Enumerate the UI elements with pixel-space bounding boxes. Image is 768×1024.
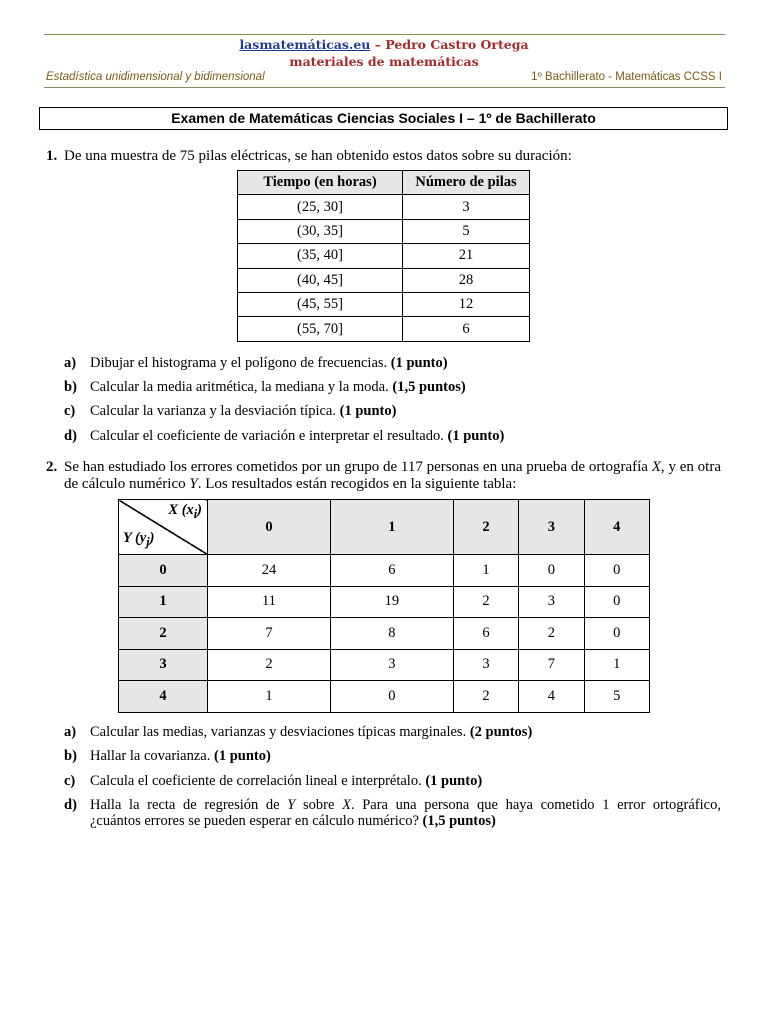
q1-frequency-table [237,170,530,342]
site-link[interactable]: lasmatemáticas.eu [239,37,371,52]
interval-cell: (55, 70] [238,317,403,341]
topic-label: Estadística unidimensional y bidimensional [46,71,265,83]
count-cell: 6 [403,317,530,341]
table-row [238,268,530,292]
y-header-cell: 4 [119,681,208,713]
frequency-cell: 8 [330,618,453,650]
frequency-cell: 2 [453,681,518,713]
count-cell: 12 [403,292,530,316]
table-row [119,555,650,587]
count-cell: 3 [403,195,530,219]
table-row [238,219,530,243]
frequency-cell: 0 [330,681,453,713]
table-row [238,244,530,268]
x-header-cell: 2 [453,500,518,555]
frequency-cell: 1 [453,555,518,587]
count-cell: 21 [403,244,530,268]
frequency-cell: 19 [330,586,453,618]
table-row [119,618,650,650]
header-top-rule [44,34,725,35]
frequency-cell: 7 [519,649,584,681]
q2-number: 2. [46,459,58,475]
frequency-cell: 1 [584,649,649,681]
y-header-cell: 2 [119,618,208,650]
table-header-row [238,171,530,195]
q2-item-a: a) Calcular las medias, varianzas y desviaciones típicas marginales. (2 puntos) [64,724,533,740]
frequency-cell: 6 [330,555,453,587]
frequency-cell: 0 [584,586,649,618]
table-row [238,195,530,219]
header-subtitle: materiales de matemáticas [289,54,479,69]
q2-item-c: c) Calcula el coeficiente de correlación lineal e interprétalo. (1 punto) [64,773,483,789]
exam-title: Examen de Matemáticas Ciencias Sociales I – 1º de Bachillerato [39,107,728,130]
author-name: Pedro Castro Ortega [385,37,529,52]
table-header-row [119,500,650,555]
header-line-1: lasmatemáticas.eu – Pedro Castro Ortega [239,37,529,52]
x-header-cell: 1 [330,500,453,555]
y-header-cell: 0 [119,555,208,587]
table-row [119,649,650,681]
q2-statement: Se han estudiado los errores cometidos por un grupo de 117 personas en una prueba de ortografía X, y en otra de cálculo numérico Y. Los resultados están recogidos en la siguiente tabla: [64,459,721,492]
interval-cell: (30, 35] [238,219,403,243]
col-header-count: Número de pilas [403,171,530,195]
q1-number: 1. [46,148,58,164]
frequency-cell: 4 [519,681,584,713]
x-header-cell: 3 [519,500,584,555]
q1-item-d: d) Calcular el coeficiente de variación e interpretar el resultado. (1 punto) [64,428,505,444]
interval-cell: (40, 45] [238,268,403,292]
q2-contingency-table [118,499,650,713]
table-row [119,681,650,713]
frequency-cell: 3 [519,586,584,618]
frequency-cell: 5 [584,681,649,713]
frequency-cell: 11 [208,586,331,618]
q1-item-b: b) Calcular la media aritmética, la mediana y la moda. (1,5 puntos) [64,379,466,395]
frequency-cell: 0 [584,618,649,650]
table-row [238,292,530,316]
q2-item-d: d) Halla la recta de regresión de Y sobre X. Para una persona que haya cometido 1 error ortográfico, [64,797,721,813]
interval-cell: (35, 40] [238,244,403,268]
count-cell: 28 [403,268,530,292]
x-header-cell: 4 [584,500,649,555]
table-row [238,317,530,341]
interval-cell: (25, 30] [238,195,403,219]
frequency-cell: 2 [453,586,518,618]
frequency-cell: 24 [208,555,331,587]
q1-statement: De una muestra de 75 pilas eléctricas, se han obtenido estos datos sobre su duración: [64,148,572,164]
q1-item-a: a) Dibujar el histograma y el polígono de frecuencias. (1 punto) [64,355,448,371]
y-header-cell: 1 [119,586,208,618]
frequency-cell: 3 [453,649,518,681]
diagonal-corner-cell [119,500,208,555]
frequency-cell: 6 [453,618,518,650]
frequency-cell: 2 [208,649,331,681]
course-label: 1º Bachillerato - Matemáticas CCSS I [531,71,722,83]
col-header-time: Tiempo (en horas) [238,171,403,195]
x-header-cell: 0 [208,500,331,555]
frequency-cell: 0 [519,555,584,587]
q2-item-d-line2: ¿cuántos errores se pueden esperar en cálculo numérico? (1,5 puntos) [90,813,496,829]
frequency-cell: 0 [584,555,649,587]
interval-cell: (45, 55] [238,292,403,316]
count-cell: 5 [403,219,530,243]
q1-item-c: c) Calcular la varianza y la desviación típica. (1 punto) [64,403,397,419]
y-header-cell: 3 [119,649,208,681]
frequency-cell: 2 [519,618,584,650]
frequency-cell: 7 [208,618,331,650]
header-bottom-rule [44,87,725,88]
y-axis-label: Y $(y_j)$ [123,530,155,549]
frequency-cell: 3 [330,649,453,681]
frequency-cell: 1 [208,681,331,713]
x-axis-label: X $(x_i)$ [168,502,202,521]
table-row [119,586,650,618]
q2-item-b: b) Hallar la covarianza. (1 punto) [64,748,271,764]
